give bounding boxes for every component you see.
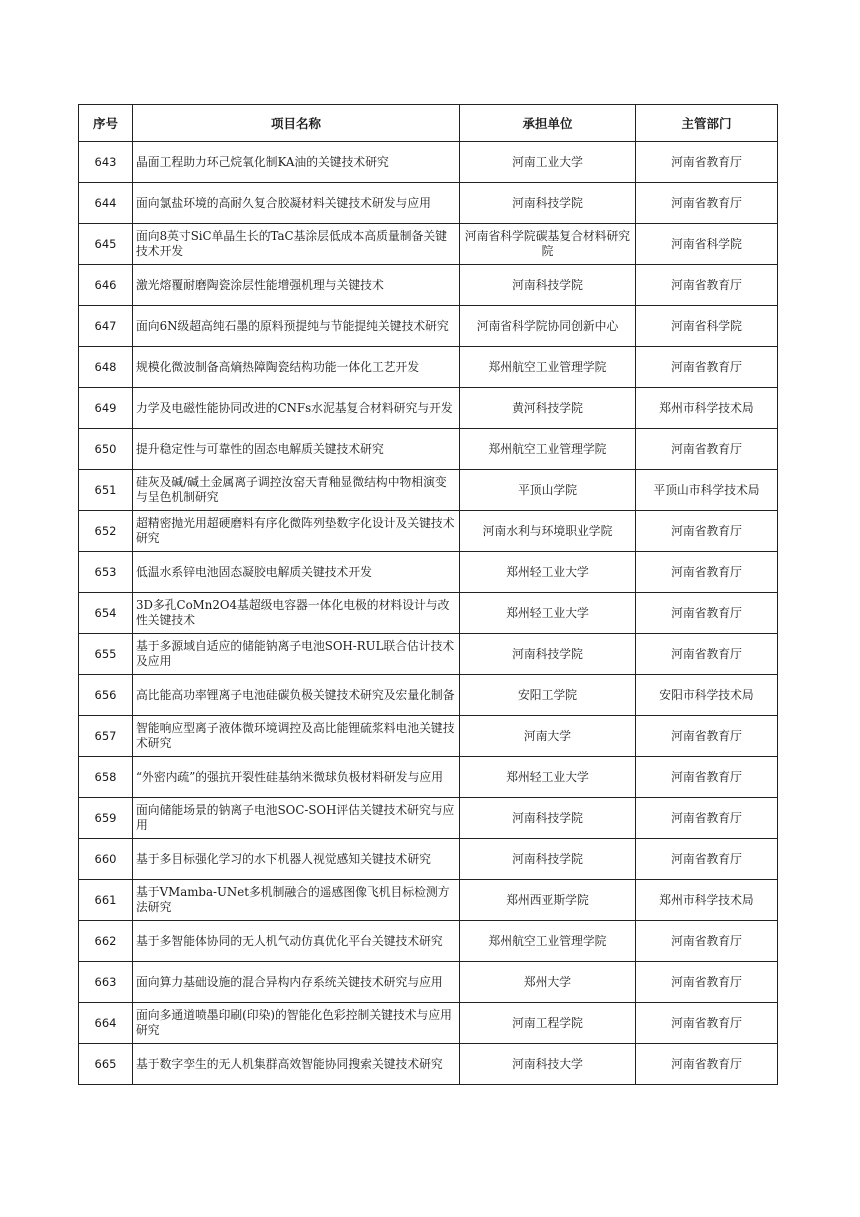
department-cell: 安阳市科学技术局 [636,675,778,716]
row-number-cell: 643 [79,142,133,183]
project-name-cell: 3D多孔CoMn2O4基超级电容器一体化电极的材料设计与改性关键技术 [133,593,460,634]
header-num: 序号 [79,105,133,142]
row-number-cell: 650 [79,429,133,470]
table-row [79,224,778,265]
table-row [79,306,778,347]
table-row [79,183,778,224]
unit-cell: 河南科技学院 [460,183,636,224]
table-row [79,1003,778,1044]
department-cell: 郑州市科学技术局 [636,880,778,921]
department-cell: 河南省教育厅 [636,1044,778,1085]
row-number-cell: 661 [79,880,133,921]
table-row [79,470,778,511]
table-row [79,962,778,1003]
row-number-cell: 651 [79,470,133,511]
department-cell: 河南省教育厅 [636,183,778,224]
table-row [79,1044,778,1085]
department-cell: 河南省教育厅 [636,593,778,634]
project-name-cell: 规模化微波制备高熵热障陶瓷结构功能一体化工艺开发 [133,347,460,388]
unit-cell: 河南科技大学 [460,1044,636,1085]
header-row [79,105,778,142]
department-cell: 河南省教育厅 [636,921,778,962]
department-cell: 平顶山市科学技术局 [636,470,778,511]
table-row [79,142,778,183]
unit-cell: 郑州轻工业大学 [460,593,636,634]
project-name-cell: 晶面工程助力环己烷氧化制KA油的关键技术研究 [133,142,460,183]
table-row [79,798,778,839]
department-cell: 郑州市科学技术局 [636,388,778,429]
department-cell: 河南省教育厅 [636,757,778,798]
department-cell: 河南省教育厅 [636,265,778,306]
unit-cell: 河南大学 [460,716,636,757]
department-cell: 河南省教育厅 [636,634,778,675]
project-name-cell: 激光熔覆耐磨陶瓷涂层性能增强机理与关键技术 [133,265,460,306]
table-row [79,347,778,388]
table-row [79,921,778,962]
table-row [79,593,778,634]
unit-cell: 河南科技学院 [460,265,636,306]
department-cell: 河南省科学院 [636,224,778,265]
table-row [79,634,778,675]
table-row [79,757,778,798]
row-number-cell: 649 [79,388,133,429]
table-row [79,716,778,757]
department-cell: 河南省教育厅 [636,716,778,757]
row-number-cell: 648 [79,347,133,388]
row-number-cell: 645 [79,224,133,265]
row-number-cell: 657 [79,716,133,757]
project-name-cell: “外密内疏”的强抗开裂性硅基纳米微球负极材料研发与应用 [133,757,460,798]
project-name-cell: 面向储能场景的钠离子电池SOC-SOH评估关键技术研究与应用 [133,798,460,839]
project-name-cell: 面向6N级超高纯石墨的原料预提纯与节能提纯关键技术研究 [133,306,460,347]
project-name-cell: 面向氯盐环境的高耐久复合胶凝材料关键技术研发与应用 [133,183,460,224]
department-cell: 河南省教育厅 [636,142,778,183]
row-number-cell: 656 [79,675,133,716]
row-number-cell: 653 [79,552,133,593]
row-number-cell: 663 [79,962,133,1003]
unit-cell: 郑州西亚斯学院 [460,880,636,921]
unit-cell: 河南省科学院协同创新中心 [460,306,636,347]
row-number-cell: 652 [79,511,133,552]
project-name-cell: 面向算力基础设施的混合异构内存系统关键技术研究与应用 [133,962,460,1003]
row-number-cell: 646 [79,265,133,306]
row-number-cell: 658 [79,757,133,798]
row-number-cell: 654 [79,593,133,634]
row-number-cell: 647 [79,306,133,347]
unit-cell: 河南科技学院 [460,798,636,839]
department-cell: 河南省教育厅 [636,511,778,552]
table-row [79,552,778,593]
unit-cell: 郑州轻工业大学 [460,552,636,593]
project-name-cell: 智能响应型离子液体微环境调控及高比能锂硫浆料电池关键技术研究 [133,716,460,757]
project-name-cell: 基于VMamba-UNet多机制融合的遥感图像飞机目标检测方法研究 [133,880,460,921]
table-row [79,429,778,470]
project-name-cell: 超精密抛光用超硬磨料有序化微阵列垫数字化设计及关键技术研究 [133,511,460,552]
table-row [79,880,778,921]
unit-cell: 郑州航空工业管理学院 [460,429,636,470]
row-number-cell: 644 [79,183,133,224]
row-number-cell: 660 [79,839,133,880]
row-number-cell: 659 [79,798,133,839]
row-number-cell: 665 [79,1044,133,1085]
unit-cell: 河南科技学院 [460,634,636,675]
project-name-cell: 基于多源域自适应的储能钠离子电池SOH-RUL联合估计技术及应用 [133,634,460,675]
project-name-cell: 提升稳定性与可靠性的固态电解质关键技术研究 [133,429,460,470]
department-cell: 河南省科学院 [636,306,778,347]
project-table [78,104,778,1085]
header-unit: 承担单位 [460,105,636,142]
row-number-cell: 655 [79,634,133,675]
unit-cell: 河南工程学院 [460,1003,636,1044]
unit-cell: 郑州大学 [460,962,636,1003]
unit-cell: 郑州航空工业管理学院 [460,921,636,962]
header-name: 项目名称 [133,105,460,142]
unit-cell: 郑州轻工业大学 [460,757,636,798]
table-row [79,839,778,880]
project-name-cell: 低温水系锌电池固态凝胶电解质关键技术开发 [133,552,460,593]
unit-cell: 平顶山学院 [460,470,636,511]
unit-cell: 河南工业大学 [460,142,636,183]
project-name-cell: 基于多目标强化学习的水下机器人视觉感知关键技术研究 [133,839,460,880]
project-name-cell: 面向8英寸SiC单晶生长的TaC基涂层低成本高质量制备关键技术开发 [133,224,460,265]
unit-cell: 河南科技学院 [460,839,636,880]
unit-cell: 安阳工学院 [460,675,636,716]
unit-cell: 河南水利与环境职业学院 [460,511,636,552]
unit-cell: 黄河科技学院 [460,388,636,429]
project-name-cell: 力学及电磁性能协同改进的CNFs水泥基复合材料研究与开发 [133,388,460,429]
header-dept: 主管部门 [636,105,778,142]
project-name-cell: 面向多通道喷墨印刷(印染)的智能化色彩控制关键技术与应用研究 [133,1003,460,1044]
department-cell: 河南省教育厅 [636,798,778,839]
table-row [79,388,778,429]
department-cell: 河南省教育厅 [636,839,778,880]
department-cell: 河南省教育厅 [636,1003,778,1044]
project-name-cell: 基于多智能体协同的无人机气动仿真优化平台关键技术研究 [133,921,460,962]
table-row [79,511,778,552]
project-name-cell: 高比能高功率锂离子电池硅碳负极关键技术研究及宏量化制备 [133,675,460,716]
project-name-cell: 硅灰及碱/碱土金属离子调控汝窑天青釉显微结构中物相演变与呈色机制研究 [133,470,460,511]
department-cell: 河南省教育厅 [636,347,778,388]
department-cell: 河南省教育厅 [636,429,778,470]
table-row [79,675,778,716]
table-row [79,265,778,306]
unit-cell: 郑州航空工业管理学院 [460,347,636,388]
department-cell: 河南省教育厅 [636,962,778,1003]
unit-cell: 河南省科学院碳基复合材料研究院 [460,224,636,265]
project-name-cell: 基于数字孪生的无人机集群高效智能协同搜索关键技术研究 [133,1044,460,1085]
table-body [79,142,778,1085]
department-cell: 河南省教育厅 [636,552,778,593]
row-number-cell: 664 [79,1003,133,1044]
row-number-cell: 662 [79,921,133,962]
